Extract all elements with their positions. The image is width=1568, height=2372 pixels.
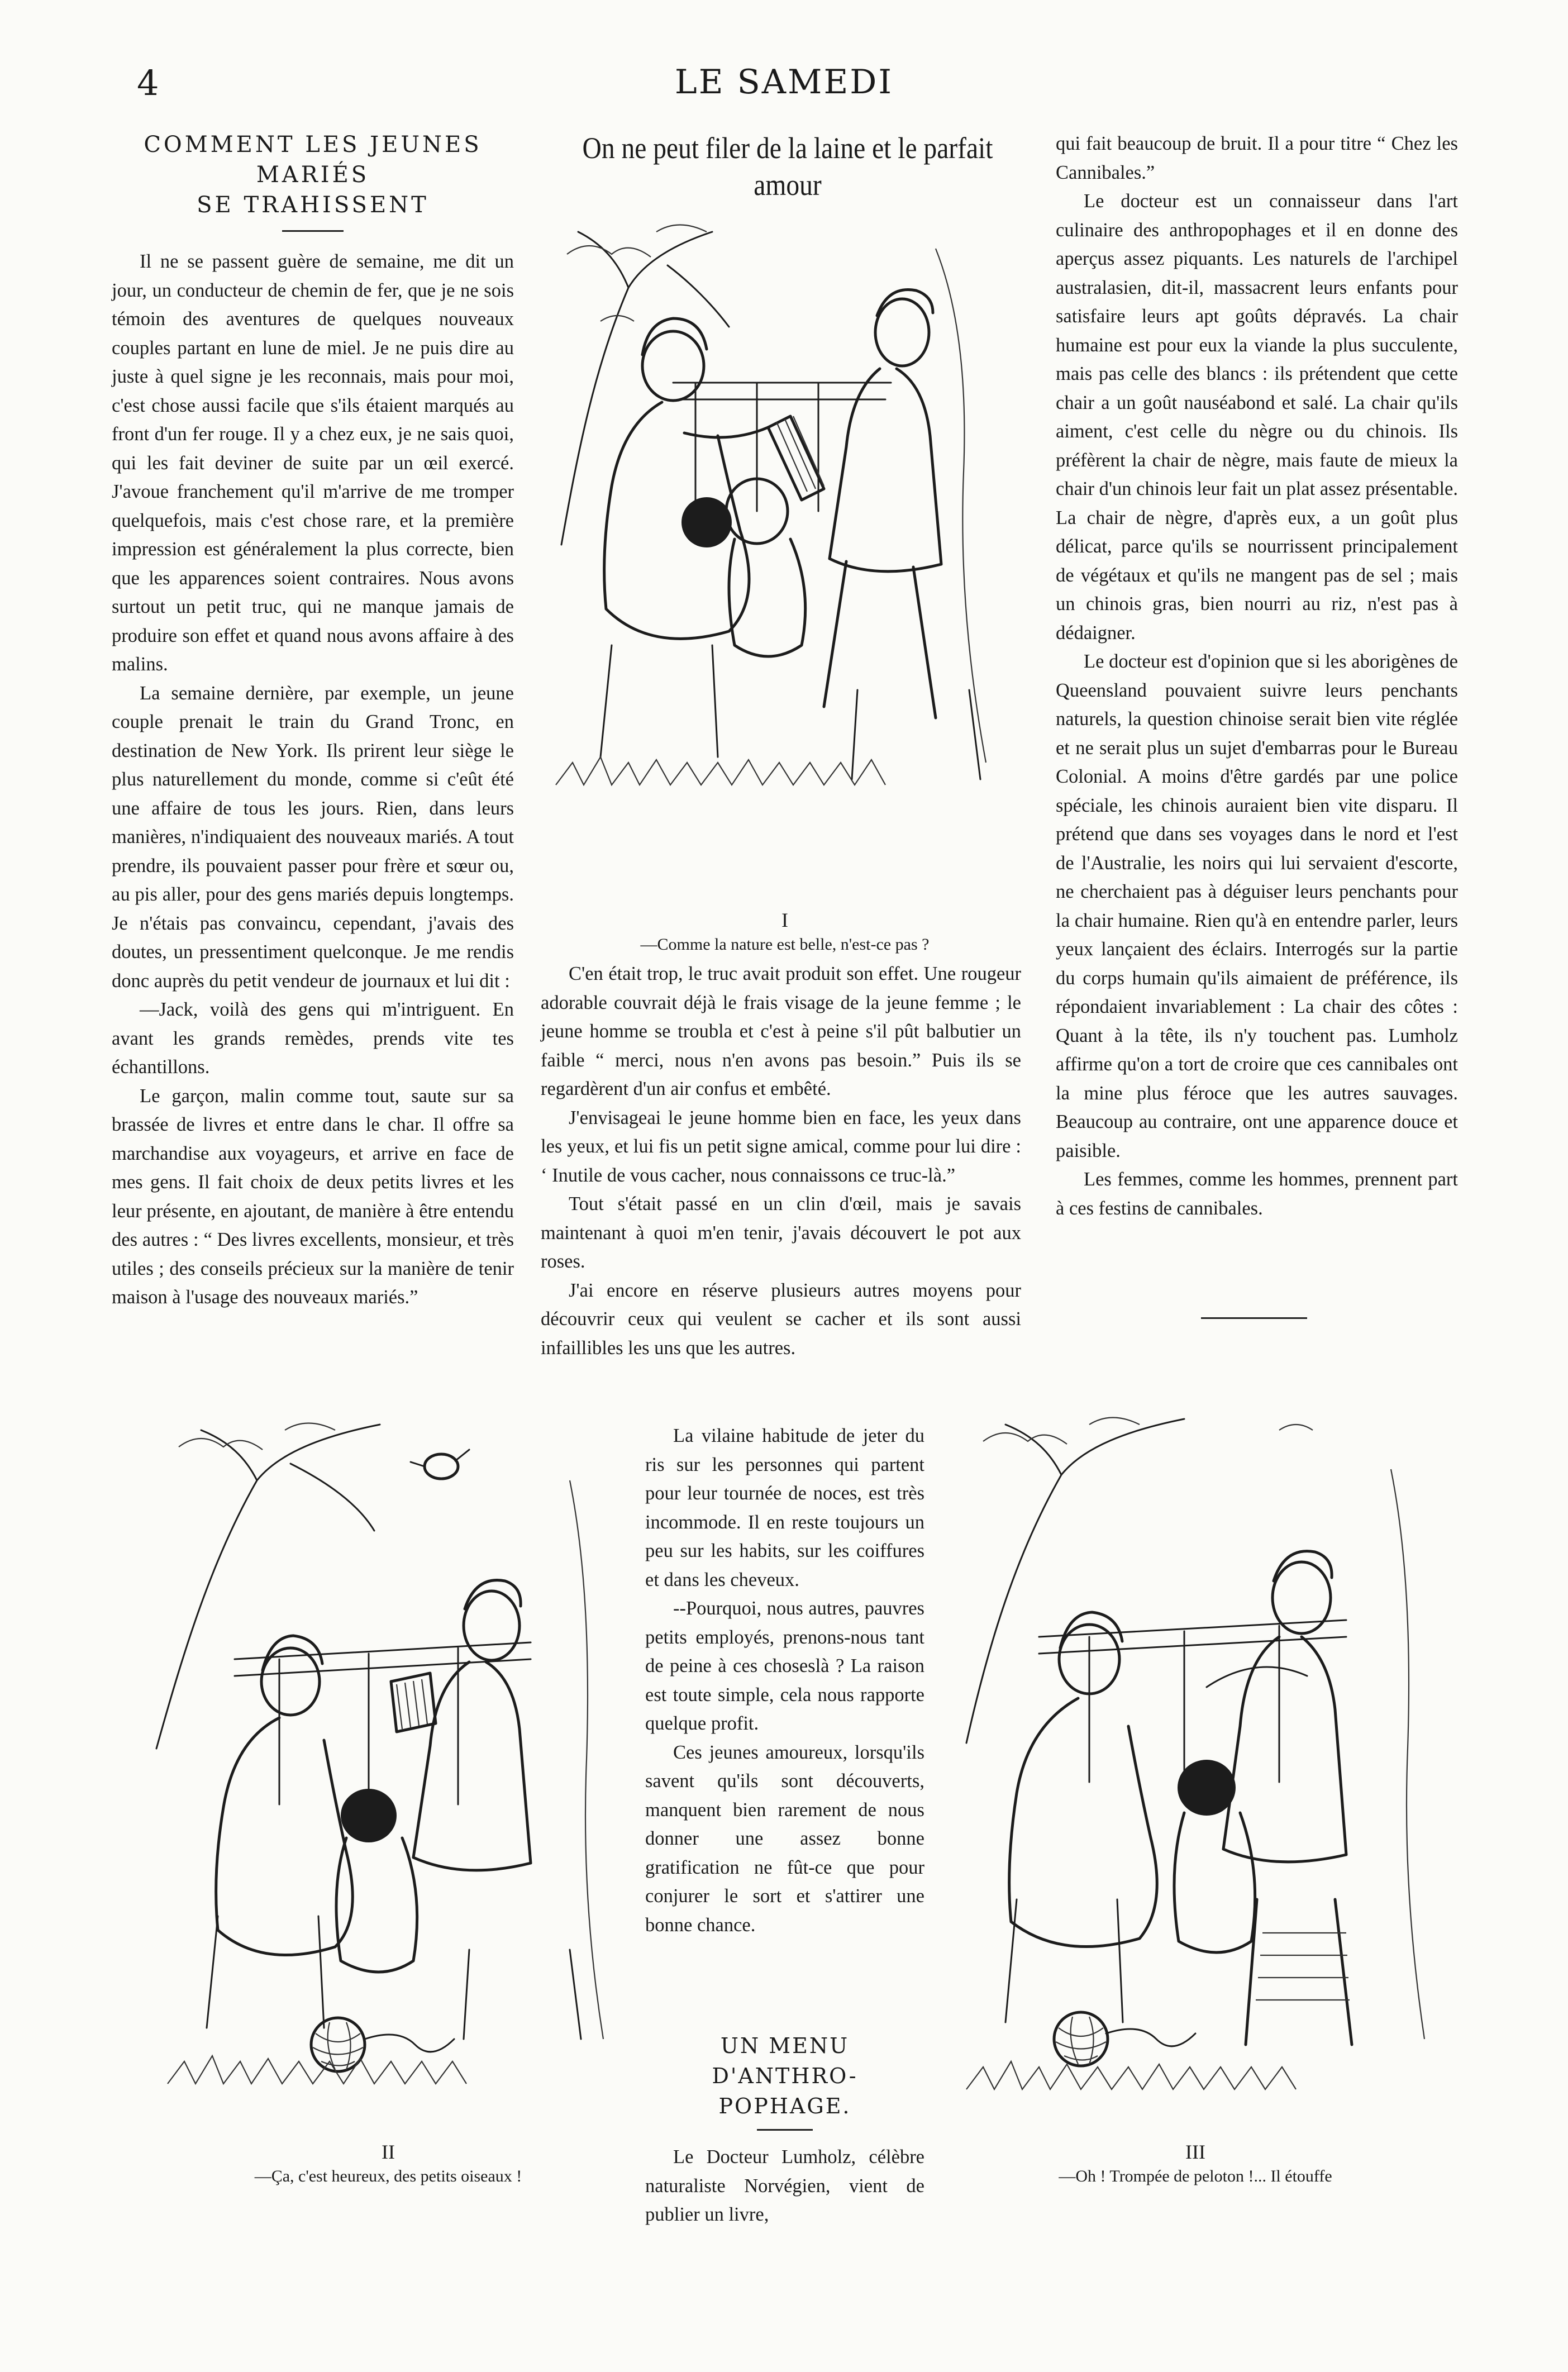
paragraph: --Pourquoi, nous autres, pauvres petits employés, prenons-nous tant de peine à ces choseslà ? La raison est toute simple, cela nous rapporte quelque profit.	[645, 1598, 924, 1734]
paragraph: —Jack, voilà des gens qui m'intriguent. En avant les grands remèdes, prends vite tes échantillons.	[112, 999, 514, 1078]
paragraph: Le docteur est un connaisseur dans l'art culinaire des anthropophages et il en donne des aperçus assez piquants. Les naturels de l'archipel australasien, dit-il, massacrent leurs enfants pour satisfaire leurs apt goûts dépravés. La chair humaine est pour eux la viande la plus succulente, mais pas celle des blancs : ils prétendent que cette chair a un goût nauséabond et salé. La chair qu'ils aiment, c'est celle du nègre ou du chinois. Ils préfèrent la chair de nègre, mais faute de mieux la chair d'un chinois leur fait un plat assez présentable. La chair de nègre, d'après eux, a un goût plus délicat, parce qu'ils se nourrissent principalement de végétaux et qu'ils ne mangent pas de sel ; mais un chinois gras, bien nourri au riz, n'est pas à dédaigner.	[1056, 190, 1458, 644]
left-article	[112, 130, 514, 1312]
right-column-body	[1056, 130, 1458, 1223]
illustration-1-caption	[545, 908, 1025, 957]
paragraph: J'envisageai le jeune homme bien en face, les yeux dans les yeux, et lui fis un petit signe amical, comme pour lui dire : ‘ Inutile de vous cacher, nous connaissons ce truc-là.”	[541, 1107, 1021, 1186]
menu-article	[645, 2031, 924, 2230]
paragraph: qui fait beaucoup de bruit. Il a pour titre “ Chez les Cannibales.”	[1056, 133, 1458, 183]
paragraph: La vilaine habitude de jeter du ris sur les personnes qui partent pour leur tournée de noces, est très incommode. Il en reste toujours un peu sur les habits, sur les coiffures et dans les cheveux.	[645, 1425, 924, 1590]
menu-article-body	[645, 2143, 924, 2230]
illustration-3	[944, 1397, 1447, 2128]
illustration-3-drawing	[944, 1397, 1447, 2128]
center-narrow-body	[645, 1422, 924, 1940]
section-rule	[1201, 1317, 1307, 1319]
paragraph: Tout s'était passé en un clin d'œil, mais je savais maintenant à quoi m'en tenir, j'avais découvert le pot aux roses.	[541, 1193, 1021, 1272]
left-article-title-line-1: COMMENT LES JEUNES MARIÉS	[144, 132, 482, 188]
illustration-3-number: III	[1185, 2141, 1205, 2163]
paragraph: Ces jeunes amoureux, lorsqu'ils savent qu'ils sont découverts, manquent bien rarement de nous donner une assez bonne gratification ne fût-ce que pour conjurer le sort et s'attirer une bonne chance.	[645, 1741, 924, 1936]
paragraph: Les femmes, comme les hommes, prennent part à ces festins de cannibales.	[1056, 1169, 1458, 1219]
paragraph: Le Docteur Lumholz, célèbre naturaliste Norvégien, vient de publier un livre,	[645, 2146, 924, 2225]
menu-article-title-line-2: POPHAGE.	[718, 2094, 851, 2118]
illustration-1-drawing	[545, 198, 1025, 905]
paragraph: C'en était trop, le truc avait produit son effet. Une rougeur adorable couvrait déjà le frais visage de la jeune femme ; le jeune homme se troubla et c'est à peine s'il pût balbutier un faible “ merci, nous n'en avons pas besoin.” Puis ils se regardèrent d'un air confus et embêté.	[541, 963, 1021, 1099]
paragraph: J'ai encore en réserve plusieurs autres moyens pour découvrir ceux qui veulent se cacher et ils sont aussi infaillibles les uns que les autres.	[541, 1279, 1021, 1359]
paragraph: Le garçon, malin comme tout, saute sur sa brassée de livres et entre dans le char. Il offre sa marchandise aux voyageurs, et arrive en face de mes gens. Il fait choix de deux petits livres et les leur présente, en ajoutant, de manière à être entendu des autres : “ Des livres excellents, monsieur, et très utiles ; des conseils précieux sur la manière de tenir maison à l'usage des nouveaux mariés.”	[112, 1085, 514, 1308]
running-title: LE SAMEDI	[674, 63, 894, 102]
illustration-3-caption	[944, 2140, 1447, 2189]
illustration-2-drawing	[145, 1413, 631, 2128]
illustration-2-caption	[145, 2140, 631, 2189]
illustration-2-number: II	[382, 2141, 395, 2163]
illustration-1-caption-text: —Comme la nature est belle, n'est-ce pas ?	[640, 935, 930, 954]
menu-article-title-line-1: UN MENU D'ANTHRO-	[712, 2033, 858, 2088]
title-rule	[282, 230, 344, 232]
paragraph: Le docteur est d'opinion que si les aborigènes de Queensland pouvaient suivre leurs penchants naturels, la question chinoise serait bien vite réglée et ne serait plus un sujet d'embarras pour le Bureau Colonial. A moins d'être gardés par une police spéciale, les chinois auraient bien vite disparu. Il prétend que dans ses voyages dans le nord et l'est de l'Australie, les noirs qui lui servaient d'escorte, ne cherchaient pas à déguiser leurs penchants pour la chair humaine. Rien qu'à en entendre parler, leurs yeux lançaient des éclairs. Interrogés sur la partie du corps humain qu'ils aimaient de préférence, ils répondaient invariablement : La chair des côtes : Quant à la tête, ils n'y touchent pas. Lumholz affirme qu'on a tort de croire que ces cannibales ont la mine plus féroce que les autres sauvages. Beaucoup au contraire, ont une apparence douce et paisible.	[1056, 651, 1458, 1161]
illustration-2	[145, 1413, 631, 2128]
illustration-1	[545, 198, 1025, 905]
paragraph: La semaine dernière, par exemple, un jeune couple prenait le train du Grand Tronc, en destination de New York. Ils prirent leur siège le plus naturellement du monde, comme si c'eût été une affaire de tous les jours. Rien, dans leurs manières, n'indiquaient des nouveaux mariés. A tout prendre, ils pouvaient passer pour frère et sœur ou, au pis aller, pour des gens mariés depuis longtemps. Je n'étais pas convaincu, cependant, j'avais des doutes, un pressentiment quelconque. Je me rendis donc auprès du petit vendeur de journaux et lui dit :	[112, 682, 514, 992]
illustration-3-caption-text: —Oh ! Trompée de peloton !... Il étouffe	[1059, 2167, 1332, 2185]
illustration-1-number: I	[781, 909, 788, 931]
center-article-title: On ne peut filer de la laine et le parfait amour	[582, 131, 993, 202]
left-article-title-line-2: SE TRAHISSENT	[197, 192, 429, 218]
paragraph: Il ne se passent guère de semaine, me dit un jour, un conducteur de chemin de fer, que je ne sois témoin des aventures de quelques nouveaux couples partant en lune de miel. Je ne puis dire au juste à quel signe je les reconnais, mais pour moi, c'est chose aussi facile que s'ils étaient marqués au front d'un fer rouge. Il y a chez eux, je ne sais quoi, qui les fait deviner de suite par un œil exercé. J'avoue franchement qu'il m'arrive de me tromper quelquefois, mais c'est chose rare, et la première impression est généralement la plus correcte, bien que les apparences soient contraires. Nous avons surtout un petit truc, qui ne manque jamais de produire son effet et quand nous avons affaire à des malins.	[112, 251, 514, 675]
left-article-body	[112, 247, 514, 1312]
page-number: 4	[137, 63, 159, 103]
illustration-2-caption-text: —Ça, c'est heureux, des petits oiseaux !	[254, 2167, 522, 2185]
title-rule	[757, 2129, 813, 2131]
center-article-body	[541, 960, 1021, 1363]
